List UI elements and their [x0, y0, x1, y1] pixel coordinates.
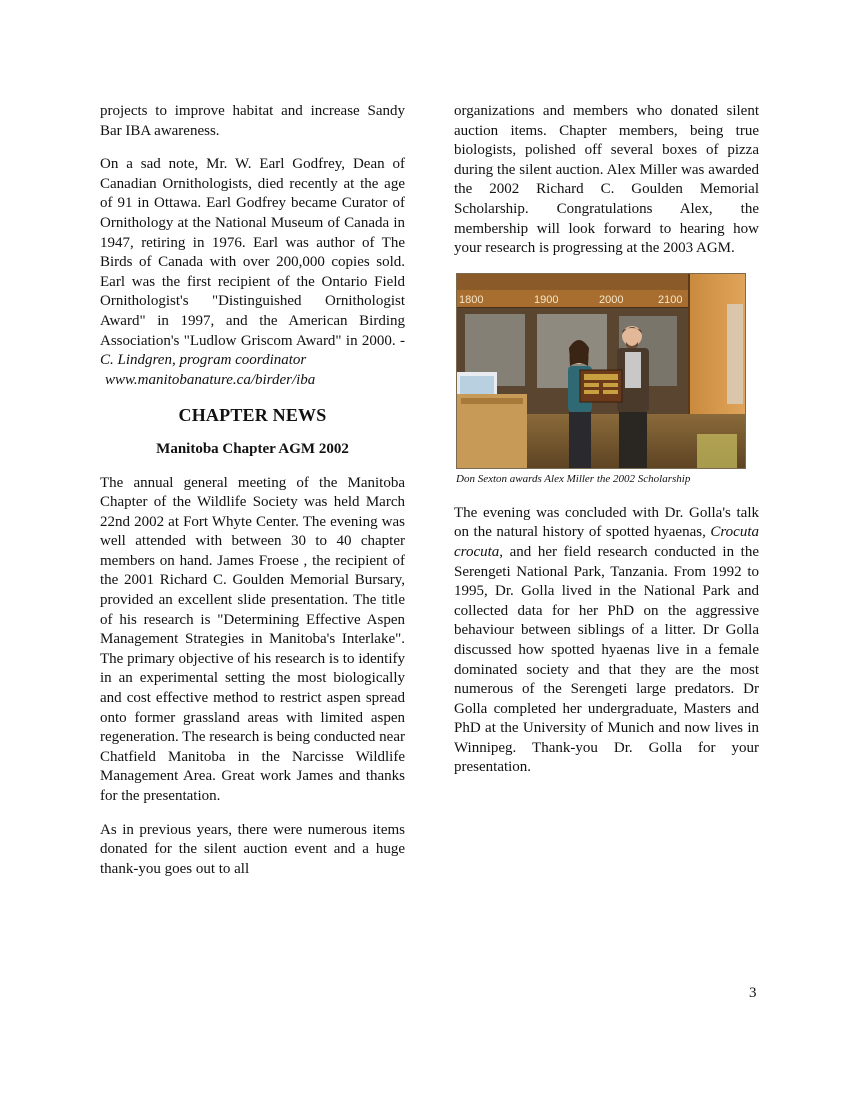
photo-banner-label-3: 2000 [599, 293, 624, 306]
species-name: Crocuta crocuta, [454, 524, 759, 560]
award-photo-figure [456, 273, 759, 486]
golla-text-after: and her field research conducted in the Serengeti National Park, Tanzania. From 1992 to 1995, Dr. Golla lived in the National Park and collected data for her PhD on the aggressive behaviour between siblings of a litter. Dr Golla discussed how spotted hyaenas live in a female dominated society and that they are the most numerous of the Serengeti large predators. Dr Golla completed her undergraduate, Masters and PhD at the University of Munich and now lives in Winnipeg. Thank-you Dr. Golla for your presentation. [454, 543, 759, 776]
page-number: 3 [749, 985, 757, 1001]
section-heading: CHAPTER NEWS [178, 405, 327, 426]
auction-thanks-paragraph: organizations and members who donated silent auction items. Chapter members, being true biologists, polished off several boxes of pizza during the silent auction. Alex Miller was awarded the 2002 Richard C. Goulden Memorial Scholarship. Congratulations Alex, the membership will look forward to hearing how your research is progressing at the 2003 AGM. [454, 103, 759, 257]
photo-banner-label-2: 1900 [534, 293, 559, 306]
photo-banner-label-1: 1800 [459, 293, 484, 306]
golla-text-before: The evening was concluded with Dr. Golla's talk on the natural history of spotted hyaenas, [454, 504, 759, 541]
golla-talk-paragraph [454, 504, 759, 778]
photo-caption: Don Sexton awards Alex Miller the 2002 Scholarship [456, 472, 691, 485]
right-column [454, 102, 759, 778]
article-subheading: Manitoba Chapter AGM 2002 [156, 440, 349, 457]
iba-closing-paragraph: projects to improve habitat and increase Sandy Bar IBA awareness. [100, 103, 405, 139]
award-photo [456, 273, 746, 469]
author-signature: C. Lindgren, program coordinator [100, 352, 307, 369]
godfrey-obituary-paragraph [100, 155, 405, 390]
left-column [100, 102, 405, 879]
silent-auction-paragraph: As in previous years, there were numerous items donated for the silent auction event and a huge thank-you goes out to all [100, 821, 405, 877]
agm-paragraph: The annual general meeting of the Manitoba Chapter of the Wildlife Society was held March 22nd 2002 at Fort Whyte Center. The evening was well attended with between 30 to 40 chapter members on hand. James Froese , the recipient of the 2001 Richard C. Goulden Memorial Bursary, provided an excellent slide presentation. The title of his research is "Determining Effective Aspen Management Strategies in Manitoba's Interlake". The primary objective of his research is to identify in an experimental setting the most biologically and cost effective method to restrict aspen spread onto former grassland areas with limited aspen regeneration. The research is being conducted near Chatfield Manitoba in the Narcisse Wildlife Management Area. Great work James and thanks for the presentation. [100, 474, 405, 804]
iba-url: www.manitobanature.ca/birder/iba [105, 371, 316, 388]
godfrey-obituary-text: On a sad note, Mr. W. Earl Godfrey, Dean of Canadian Ornithologists, died recently at the age of 91 in Ottawa. Earl Godfrey became Curator of Ornithology at the National Museum of Canada in 1947, retiring in 1976. Earl was author of The Birds of Canada with over 200,000 copies sold. Earl was the first recipient of the Ontario Field Ornithologist's "Distinguished Ornithologist Award" in 1997, and the American Birding Association's "Ludlow Griscom Award" in 2000. - [100, 156, 405, 349]
photo-banner-label-4: 2100 [658, 293, 683, 306]
